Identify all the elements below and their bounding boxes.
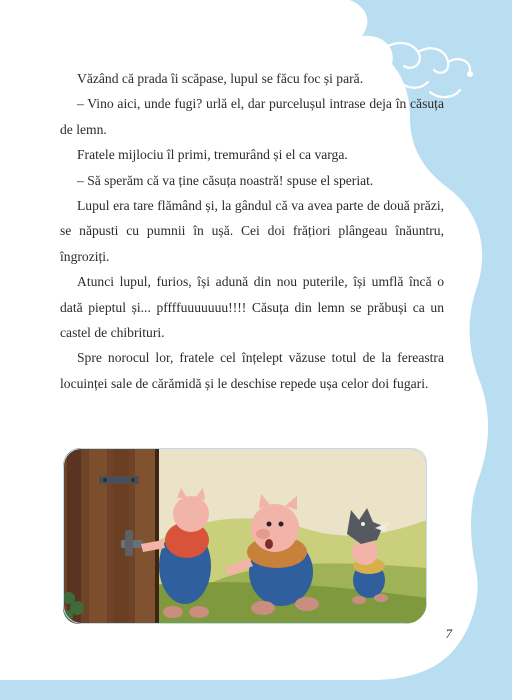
page-number: 7 [445, 626, 452, 641]
paragraph-4: – Să sperăm că va ține căsuța noastră! spuse el speriat. [77, 172, 374, 188]
paragraph-7: Spre norocul lor, fratele cel înțelept văzuse totul de la fereastra locuinței sale de cărămidă și le deschise repede ușa celor doi fugari. [60, 350, 444, 391]
paragraph-5: Lupul era tare flămând și, la gândul că va avea parte de două prăzi, se năpusti cu pumnii în ușă. Cei doi frățiori plângeau înăuntru, îngroziți. [60, 198, 444, 264]
paragraph-2: – Vino aici, unde fugi? urlă el, dar purcelușul intrase deja în căsuța de lemn. [60, 96, 444, 137]
paragraph-3: Fratele mijlociu îl primi, tremurând și el ca varga. [77, 147, 348, 163]
paragraph-6: Atunci lupul, furios, își adună din nou puterile, își umflă încă o dată pieptul și... pffffuuuuuuu!!!! Căsuța din lemn se prăbuși ca un castel de chibrituri. [60, 274, 444, 341]
wooden-door [63, 448, 159, 624]
paragraph-1: Văzând că prada îi scăpase, lupul se făcu foc și pară. [77, 71, 364, 86]
story-illustration [63, 448, 427, 624]
story-text [60, 66, 444, 396]
